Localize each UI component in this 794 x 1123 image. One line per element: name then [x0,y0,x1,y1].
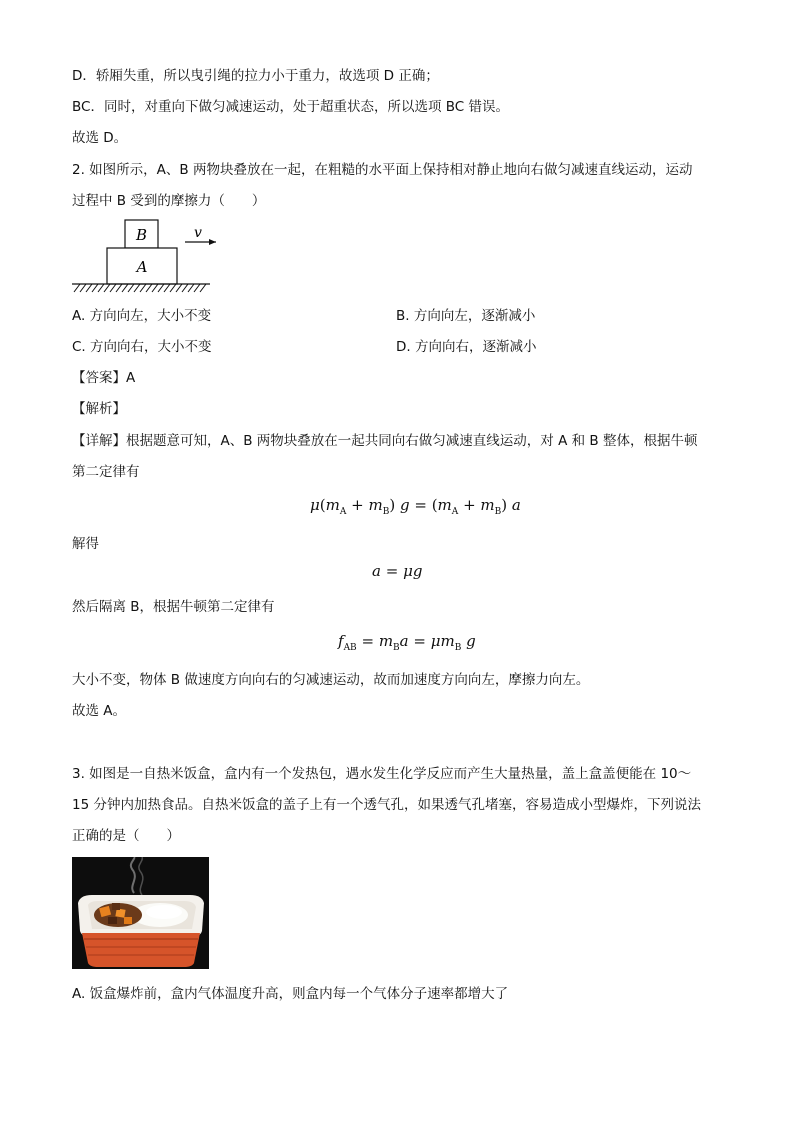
q3-option-a: A. 饭盒爆炸前，盒内气体温度升高，则盒内每一个气体分子速率都增大了 [72,986,509,1002]
q2-isolate: 然后隔离 B，根据牛顿第二定律有 [72,599,275,615]
block-b-label: B [135,226,148,244]
q2-solve: 解得 [72,536,99,552]
q2-stem-line1: 2. 如图所示，A、B 两物块叠放在一起，在粗糙的水平面上保持相对静止地向右做匀减速直线运动，运动 [72,162,693,178]
q2-detail-line2: 第二定律有 [72,464,140,480]
q2-detail-line1 [72,431,697,451]
velocity-arrowhead [209,239,216,245]
velocity-label: v [194,225,202,241]
equation-newton-whole: $\mu(m_A + m_B) g = (m_A + m_B)$ a [310,496,521,517]
q2-option-b: B. 方向向左，逐渐减小 [396,308,536,324]
q2-option-a: A. 方向向左，大小不变 [72,308,212,324]
q3-stem-line2: 15 分钟内加热食品。自热米饭盒的盖子上有一个透气孔，如果透气孔堵塞，容易造成小型爆炸，下列说法 [72,797,701,813]
answer-tag: 【答案】 [72,370,126,386]
q2-analysis-tag: 【解析】 [72,401,126,417]
q3-stem-line1: 3. 如图是一自热米饭盒，盒内有一个发热包，遇水发生化学反应而产生大量热量，盖上盒盖便能在 10～ [72,766,692,782]
detail-tag: 【详解】 [72,433,126,449]
prev-conclusion: 故选 D。 [72,130,128,146]
answer-value: A [126,370,136,386]
q3-stem-line3: 正确的是（ ） [72,828,180,844]
detail-text: 根据题意可知，A、B 两物块叠放在一起共同向右做匀减速直线运动，对 A 和 B 整体，根据牛顿 [126,433,698,449]
q2-result: 大小不变，物体 B 做速度方向向右的匀减速运动，故而加速度方向向左，摩擦力向左。 [72,672,590,688]
block-a-label: A [136,258,148,276]
prev-answer-d: D．轿厢失重，所以曳引绳的拉力小于重力，故选项 D 正确； [72,68,439,84]
equation-friction: $f_{AB} = m_Ba = \mu m_B$ g [338,632,476,653]
q2-stem-line2: 过程中 B 受到的摩擦力（ ） [72,193,266,209]
prev-answer-bc: BC．同时，对重向下做匀减速运动，处于超重状态，所以选项 BC 错误。 [72,99,509,115]
q2-option-c: C. 方向向右，大小不变 [72,339,212,355]
q2-block-figure [70,218,220,298]
self-heating-rice-photo [72,857,209,969]
q2-option-d: D. 方向向右，逐渐减小 [396,339,537,355]
equation-acceleration: a = μg [372,562,423,580]
q2-conclusion: 故选 A。 [72,703,127,719]
q2-answer-line [72,368,135,388]
ground-hatching [74,284,206,292]
